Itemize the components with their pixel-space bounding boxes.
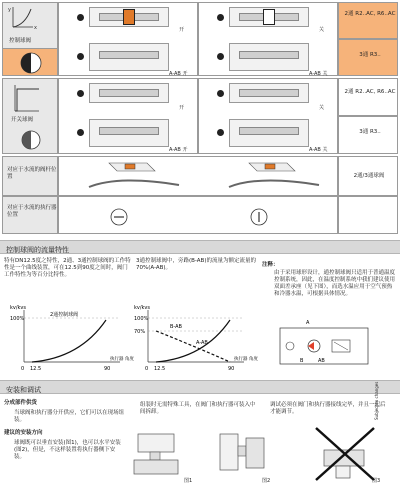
ball-valve-outline-icon	[3, 129, 59, 151]
chart2-x0: 0	[145, 366, 149, 372]
row2-left-label: 开关球阀	[11, 117, 34, 123]
figure3-wrong-install	[310, 424, 380, 484]
row2-pipe-bottom	[99, 127, 159, 135]
hydraulic-schematic-diagram	[270, 316, 390, 376]
valve-closed-disc	[263, 9, 275, 25]
chart2-curve-bab	[156, 331, 230, 362]
closed-indicator-2-icon	[217, 53, 224, 60]
row1-ab-closed-label: A-AB 关	[309, 71, 328, 77]
row2-closed-label: 关	[319, 105, 325, 111]
figure3-caption: 图3	[372, 478, 381, 484]
section1-band	[0, 240, 400, 254]
assembly-text: 组装时无需特殊工具，在阀门和执行器可装入中间拆卸。	[140, 402, 256, 415]
row4-left-label: 对应于水流的执行器位置	[7, 205, 57, 218]
schematic-label-ab: AB	[318, 358, 325, 364]
equal-percent-curve-icon	[3, 3, 59, 33]
valve-open-disc	[123, 9, 135, 25]
row3-model-text: 2通/3通球阀	[353, 173, 385, 179]
row3-left-label: 对应于水流的阀杆位置	[7, 167, 57, 180]
figure2-horizontal-install	[214, 428, 274, 484]
valve-bottom-pipe	[99, 51, 159, 59]
row2-closed-indicator-2-icon	[217, 129, 224, 136]
row2-indicator-icon	[77, 90, 84, 97]
row4-actuator-drawings	[58, 196, 338, 234]
row2-closed-indicator-icon	[217, 90, 224, 97]
chart1-curve	[32, 320, 106, 362]
row1-valve-open-cell	[58, 2, 198, 76]
actuator-knob-1-icon	[59, 197, 199, 235]
notes-title: 注释：	[262, 262, 279, 268]
sub1-heading: 分成部件供货	[4, 400, 38, 406]
commissioning-text: 调试必须在阀门和执行器接线完毕，并且一起后才能调节。	[270, 402, 386, 415]
chart2-line1: B-AB	[170, 324, 182, 330]
sub2-heading: 建议的安装方向	[4, 430, 43, 436]
row1-left-label: 控制球阀	[9, 38, 32, 44]
subject-to-changes-note: Subject to changes	[374, 381, 379, 420]
chart-2way-characteristic	[10, 304, 134, 374]
section2-title: 安装和调试	[6, 386, 41, 394]
sub1-text: 当球阀和执行器分开供应，它们可以在现场组装。	[14, 410, 125, 423]
row2-valve-closed-cell	[198, 78, 338, 154]
figure1-caption: 图1	[184, 478, 193, 484]
row1-valve-closed-cell	[198, 2, 338, 76]
figure1-vertical-install	[130, 428, 193, 484]
chart1-title: 2通控制球阀	[50, 312, 79, 318]
row1-symbol-cell	[2, 48, 58, 76]
row1-open-label: 开	[179, 27, 185, 33]
notes-text: 由于采用球形设计，通控制球阀只适用于普通温度控制系统，因此，在温度控制系统中我们建议使用双面差承座（见下图），而选水温应用于空气预热和冷器水温，可根据具体情况。	[274, 270, 396, 297]
figure2-caption: 图2	[262, 478, 271, 484]
row1-model-2way	[338, 2, 398, 39]
row4-model-empty	[338, 196, 398, 234]
chart1-y100: 100%	[10, 316, 25, 322]
row2-model-2way	[338, 78, 398, 116]
section1-col2-text: 3通控制球阀中，旁路(B-AB)的流量为额定流量的70%(A-AB)。	[136, 258, 256, 271]
row1-ab-open-label: A-AB 开	[169, 71, 188, 77]
row3-label-cell	[2, 156, 58, 196]
section2-band	[0, 380, 400, 394]
row2-icon-cell	[2, 78, 58, 154]
closed-indicator-icon	[217, 14, 224, 21]
row3-model	[338, 156, 398, 196]
chart2-xlabel: 执行器 角度	[234, 357, 258, 362]
row1-closed-label: 关	[319, 27, 325, 33]
chart2-ylabel: kv/kvs	[134, 305, 150, 311]
axis-y-letter: y	[8, 7, 11, 13]
chart2-y70: 70%	[134, 329, 146, 335]
on-off-characteristic-icon	[3, 81, 59, 121]
chart1-x2: 90	[104, 366, 111, 372]
chart1-xlabel: 执行器 角度	[110, 357, 134, 362]
position-indicator-icon	[77, 14, 84, 21]
row2-ab-open-label: A-AB 开	[169, 147, 188, 153]
row2-closed-pipe-top	[239, 89, 299, 97]
model-3way-text: 3通 R3..	[359, 52, 381, 58]
chart1-x0: 0	[21, 366, 25, 372]
row2-model-3way-text: 3通 R3..	[359, 129, 381, 135]
actuator-knob-2-icon	[199, 197, 339, 235]
row2-valve-open-cell	[58, 78, 198, 154]
chart2-x2: 90	[228, 366, 235, 372]
chart1-ylabel: kv/kvs	[10, 305, 26, 311]
row2-model-2way-text: 2通 R2..AC, R6..AC	[344, 89, 396, 95]
row1-model-3way	[338, 39, 398, 76]
row2-pipe-top	[99, 89, 159, 97]
valve-stem-drawing-1	[59, 157, 199, 197]
chart-3way-characteristic	[134, 304, 258, 374]
ball-valve-symbol-icon	[3, 49, 59, 77]
chart1-x1: 12.5	[30, 366, 42, 372]
chart2-line2: A-AB	[196, 340, 208, 346]
model-2way-text: 2通 R2..AC, R6..AC	[344, 11, 396, 17]
section1-col1-text: 特有DN12.5度之特性，2通、3通控制球阀的工作特性是一个曲线装置，可在12.5到90度之间时，阀门工作特性为等百分比特性。	[4, 258, 131, 278]
schematic-label-b: B	[300, 358, 304, 364]
sub2-text: 球阀既可以垂直安装(图1)，也可以水平安装(图2)，但是，不这样装置将执行器侧下安装。	[14, 440, 121, 460]
row4-label-cell	[2, 196, 58, 234]
row2-closed-pipe-bottom	[239, 127, 299, 135]
axis-x-letter: x	[34, 25, 37, 31]
schematic-label-a: A	[306, 320, 310, 326]
valve-stem-drawing-2	[199, 157, 339, 197]
row2-model-3way	[338, 116, 398, 154]
chart2-curve-aab	[156, 320, 230, 362]
row2-ab-closed-label: A-AB 关	[309, 147, 328, 153]
chart2-y100: 100%	[134, 316, 149, 322]
valve-closed-bottom-pipe	[239, 51, 299, 59]
row3-stem-drawings	[58, 156, 338, 196]
row2-indicator-2-icon	[77, 129, 84, 136]
position-indicator-2-icon	[77, 53, 84, 60]
section1-title: 控制球阀的流量特性	[6, 246, 69, 254]
row2-open-label: 开	[179, 105, 185, 111]
chart2-x1: 12.5	[154, 366, 166, 372]
